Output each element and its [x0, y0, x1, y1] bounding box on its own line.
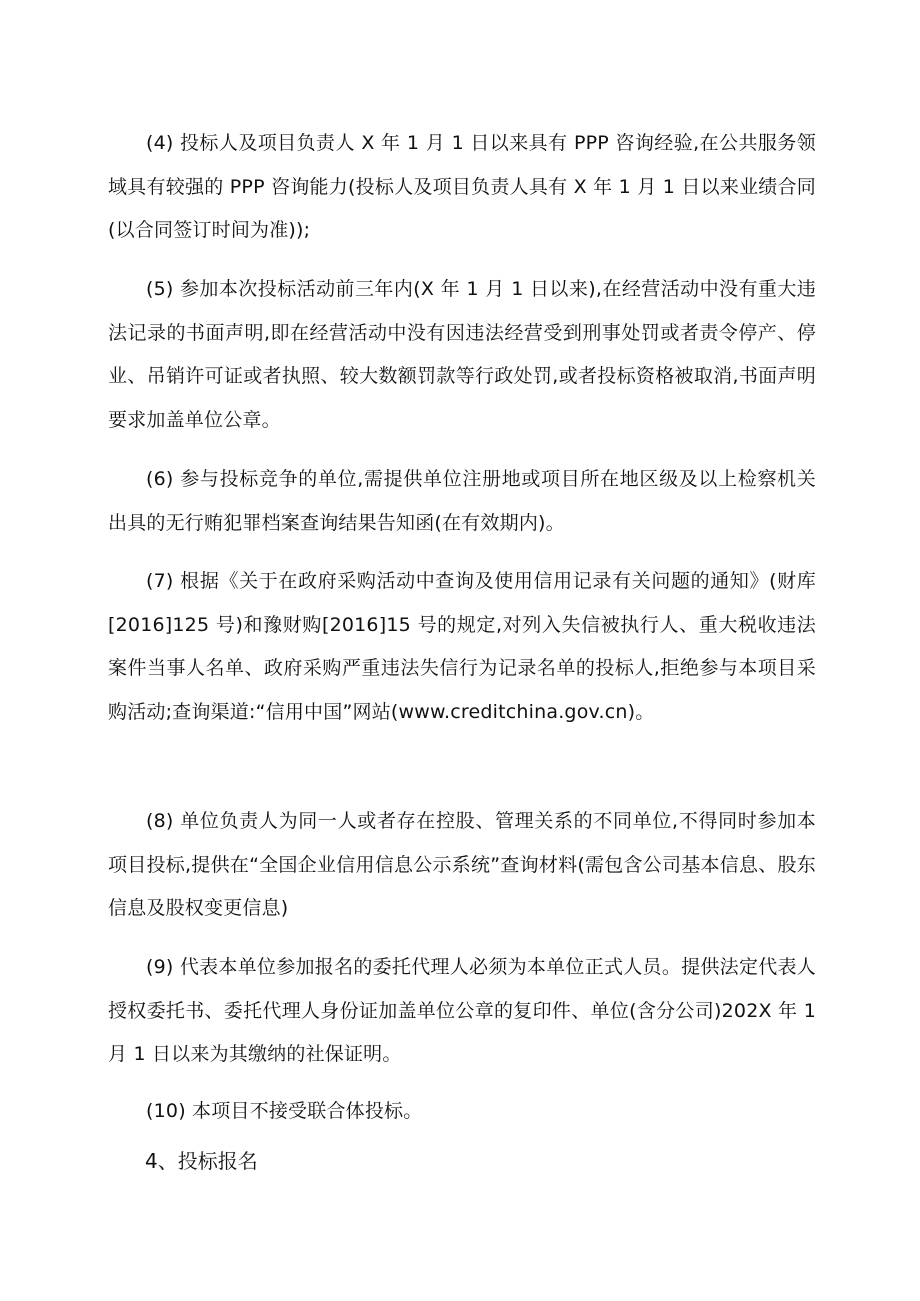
- paragraph-item-6: (6) 参与投标竞争的单位,需提供单位注册地或项目所在地区级及以上检察机关出具的无行贿犯罪档案查询结果告知函(在有效期内)。: [108, 468, 816, 534]
- paragraph-item-8: (8) 单位负责人为同一人或者存在控股、管理关系的不同单位,不得同时参加本项目投标,提供在“全国企业信用信息公示系统”查询材料(需包含公司基本信息、股东信息及股权变更信息): [108, 810, 816, 919]
- paragraph-item-4: (4) 投标人及项目负责人 X 年 1 月 1 日以来具有 PPP 咨询经验,在公共服务领域具有较强的 PPP 咨询能力(投标人及项目负责人具有 X 年 1 月 1 日以来业绩合同(以合同签订时间为准));: [108, 132, 816, 241]
- paragraph-item-10: (10) 本项目不接受联合体投标。: [146, 1100, 423, 1122]
- paragraph-item-9: (9) 代表本单位参加报名的委托代理人必须为本单位正式人员。提供法定代表人授权委托书、委托代理人身份证加盖单位公章的复印件、单位(含分公司)202X 年 1 月 1 日以来为其缴纳的社保证明。: [108, 956, 816, 1065]
- paragraph-item-5: (5) 参加本次投标活动前三年内(X 年 1 月 1 日以来),在经营活动中没有重大违法记录的书面声明,即在经营活动中没有因违法经营受到刑事处罚或者责令停产、停业、吊销许可证或者执照、较大数额罚款等行政处罚,或者投标资格被取消,书面声明要求加盖单位公章。: [108, 278, 816, 431]
- paragraph-item-7: (7) 根据《关于在政府采购活动中查询及使用信用记录有关问题的通知》(财库[2016]125 号)和豫财购[2016]15 号的规定,对列入失信被执行人、重大税收违法案件当事人名单、政府采购严重违法失信行为记录名单的投标人,拒绝参与本项目采购活动;查询渠道:“信用中国”网站(www.creditchina.gov.cn)。: [108, 570, 816, 723]
- section-heading: 4、投标报名: [145, 1149, 258, 1173]
